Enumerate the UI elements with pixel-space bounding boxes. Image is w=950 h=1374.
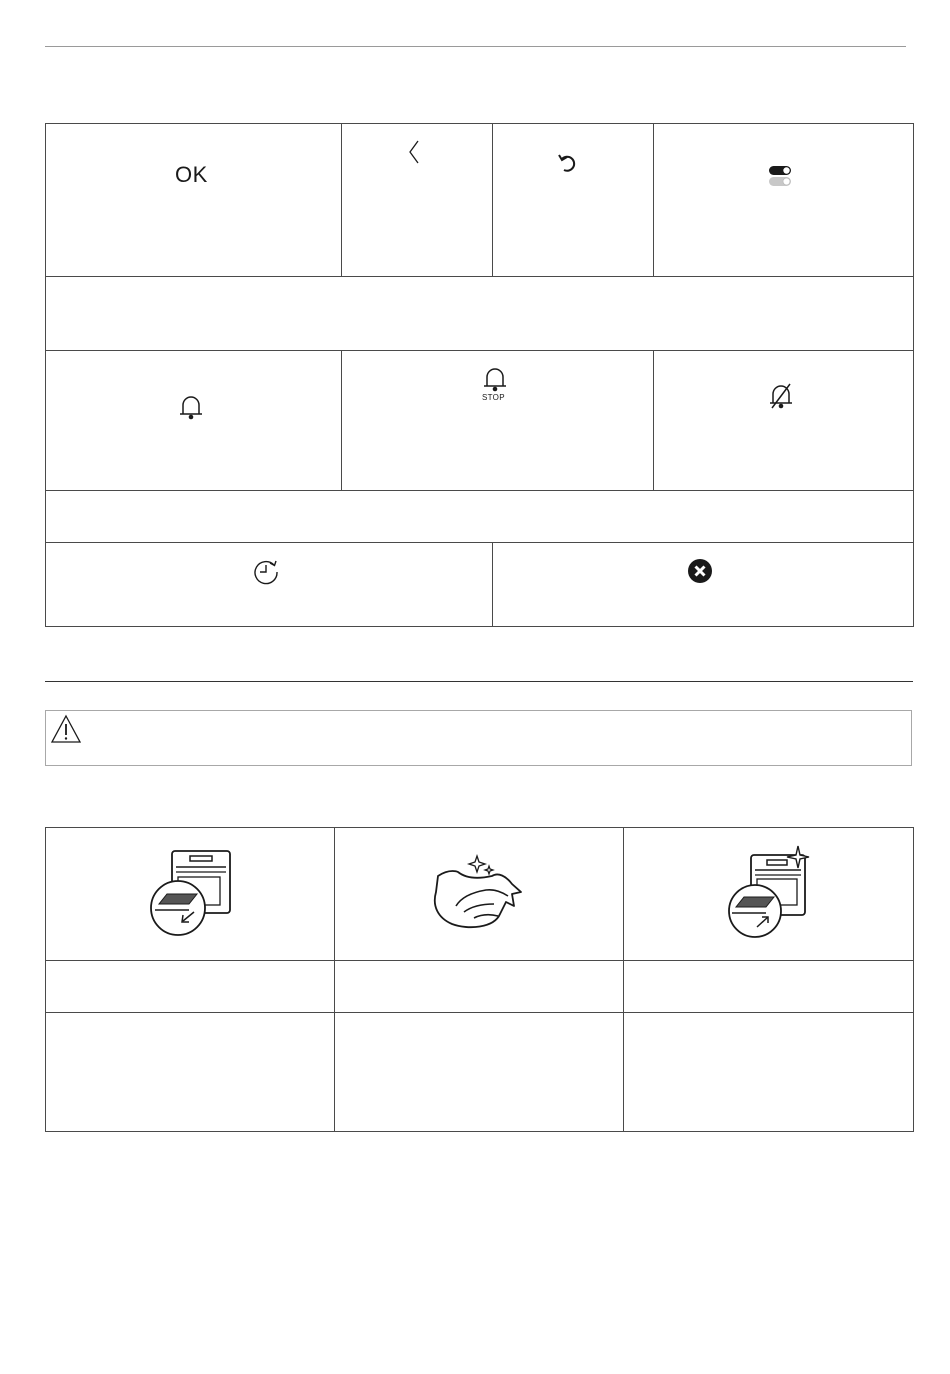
- cancel-cell: [493, 543, 914, 627]
- section-rule: [45, 681, 913, 682]
- step-3-title-cell: [624, 961, 914, 1013]
- cancel-icon: [687, 558, 713, 584]
- step-1-title-cell: [46, 961, 335, 1013]
- ok-cell: [46, 124, 342, 277]
- timer-table: [45, 542, 914, 627]
- back-chevron-icon: [405, 138, 425, 166]
- toggle-switch-icon: [768, 164, 794, 188]
- bell-stop-icon: [482, 365, 508, 393]
- step-1-text-cell: [46, 1013, 335, 1132]
- controls-description-row: [46, 277, 914, 351]
- stop-label: STOP: [482, 393, 505, 402]
- step-2-text-cell: [335, 1013, 624, 1132]
- undo-cell: [493, 124, 654, 277]
- warning-triangle-icon: [50, 714, 82, 744]
- step-2-title-cell: [335, 961, 624, 1013]
- bell-muted-cell: [654, 351, 914, 491]
- warning-box: [45, 710, 912, 766]
- step-3-text-cell: [624, 1013, 914, 1132]
- hand-wipe-icon: [428, 848, 528, 934]
- ok-label: OK: [175, 162, 208, 187]
- oven-insert-shelf-icon: [724, 845, 814, 939]
- timer-icon: [252, 557, 280, 585]
- oven-remove-shelf-icon: [145, 847, 235, 937]
- undo-icon: [556, 151, 580, 175]
- toggle-cell: [654, 124, 914, 277]
- bell-muted-icon: [767, 382, 795, 410]
- alarm-description-row: [46, 491, 914, 543]
- bell-icon: [178, 393, 204, 421]
- header-rule: [45, 46, 906, 47]
